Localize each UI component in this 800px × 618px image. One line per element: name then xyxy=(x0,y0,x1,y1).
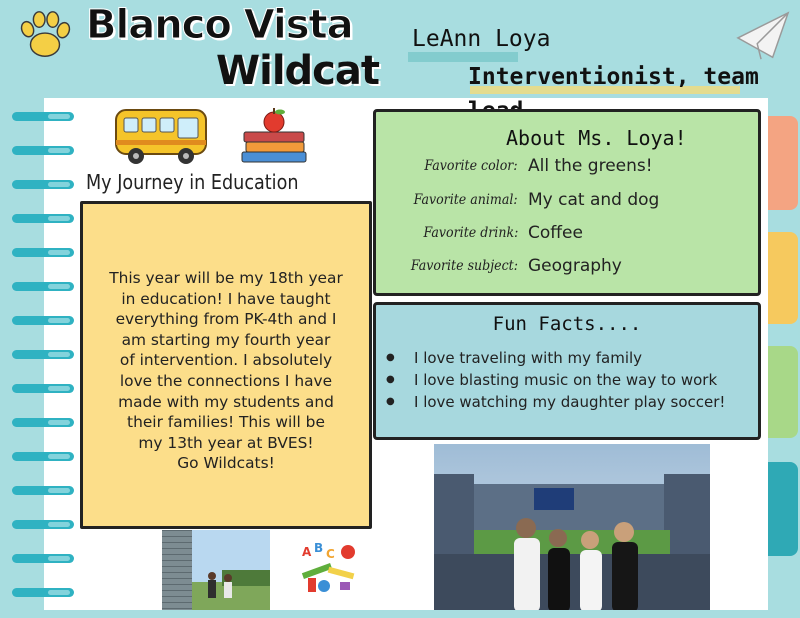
journey-story: This year will be my 18th year in education! I have taught everything from PK-4th and I am starting my fourth year of intervention. I absolutely love the connections I have made with my students and their families! This will be my 13th year at BVES! Go Wildcats! xyxy=(109,269,343,473)
spiral-ring xyxy=(12,384,74,393)
spiral-ring xyxy=(12,282,74,291)
spiral-ring xyxy=(12,418,74,427)
spiral-ring xyxy=(12,452,74,461)
spiral-ring xyxy=(12,588,74,597)
school-title: Blanco Vista xyxy=(86,2,353,48)
family-stadium-photo xyxy=(434,444,710,612)
list-item: ● I love blasting music on the way to work xyxy=(386,369,725,391)
svg-text:C: C xyxy=(326,547,335,561)
favorite-row xyxy=(376,225,756,251)
svg-text:B: B xyxy=(314,541,324,555)
favorite-label: Favorite subject: xyxy=(410,258,518,274)
school-mascot: Wildcat xyxy=(216,48,379,94)
paw-print-icon xyxy=(16,6,74,64)
teacher-role: Interventionist, team xyxy=(468,64,759,90)
divider-tab-green[interactable] xyxy=(768,346,798,438)
favorite-label: Favorite drink: xyxy=(423,225,518,241)
list-item: ● I love traveling with my family xyxy=(386,347,725,369)
fun-facts-list xyxy=(386,347,725,413)
divider-tab-orange[interactable] xyxy=(768,116,798,210)
spiral-ring xyxy=(12,112,74,121)
page-bottom-strip xyxy=(40,610,768,618)
fun-facts-card xyxy=(373,302,761,440)
journey-heading: My Journey in Education xyxy=(86,170,299,194)
spiral-ring xyxy=(12,554,74,563)
favorite-row xyxy=(376,258,756,284)
favorite-label: Favorite color: xyxy=(424,158,518,174)
school-supplies-heart-icon xyxy=(288,534,370,608)
spiral-ring xyxy=(12,248,74,257)
about-heading: About Ms. Loya! xyxy=(506,126,687,150)
favorite-value: Geography xyxy=(528,256,622,276)
favorite-label: Favorite animal: xyxy=(413,192,518,208)
spiral-ring xyxy=(12,180,74,189)
paper-plane-icon xyxy=(734,8,792,64)
family-outdoor-photo xyxy=(162,530,270,612)
svg-text:A: A xyxy=(302,545,312,559)
books-apple-icon xyxy=(236,108,310,166)
divider-tab-teal[interactable] xyxy=(768,462,798,556)
favorite-row xyxy=(376,158,756,184)
divider-tab-yellow[interactable] xyxy=(768,232,798,324)
favorite-value: My cat and dog xyxy=(528,190,660,210)
school-bus-icon xyxy=(112,104,212,168)
favorite-value: All the greens! xyxy=(528,156,653,176)
teacher-name: LeAnn Loya xyxy=(412,26,551,52)
spiral-ring xyxy=(12,214,74,223)
favorite-row xyxy=(376,192,756,218)
spiral-ring xyxy=(12,316,74,325)
about-card xyxy=(373,109,761,296)
journey-card xyxy=(80,201,372,529)
favorite-value: Coffee xyxy=(528,223,583,243)
spiral-ring xyxy=(12,520,74,529)
fun-facts-heading: Fun Facts.... xyxy=(492,313,642,335)
spiral-ring xyxy=(12,486,74,495)
spiral-ring xyxy=(12,350,74,359)
spiral-ring xyxy=(12,146,74,155)
list-item: ● I love watching my daughter play soccer! xyxy=(386,391,725,413)
